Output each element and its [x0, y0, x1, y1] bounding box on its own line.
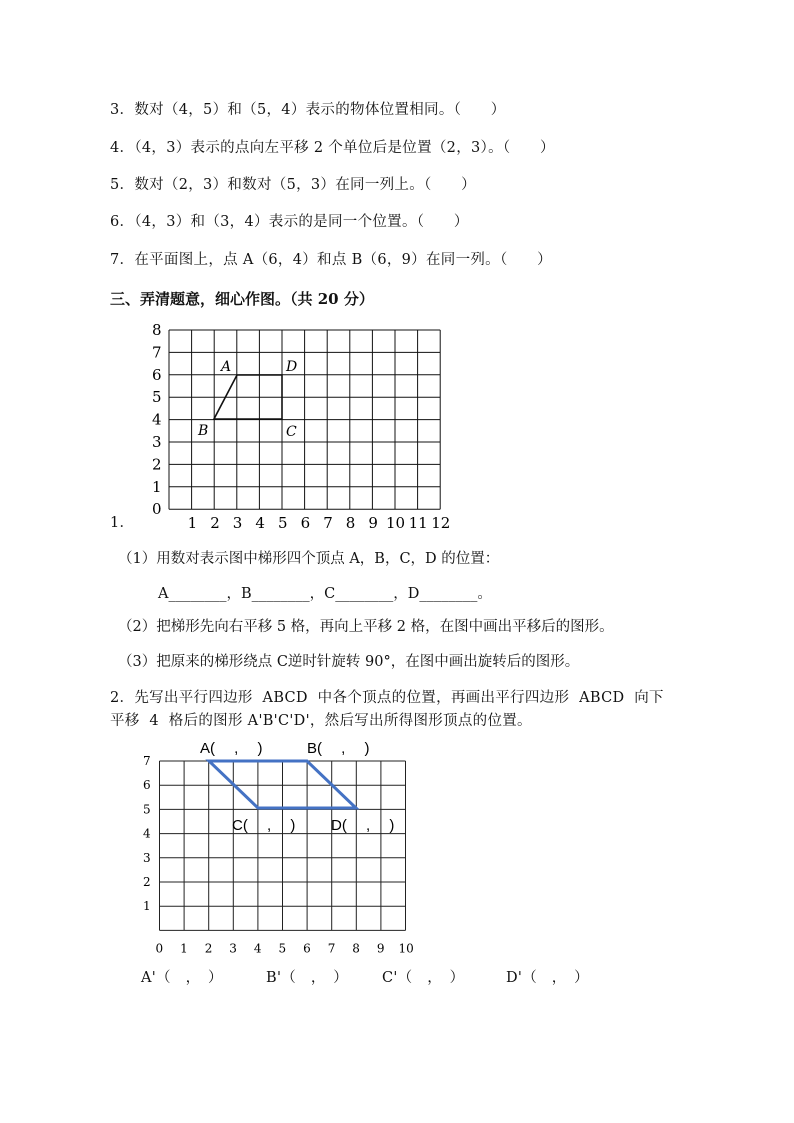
q1-y-tick-label: 5 [152, 388, 162, 407]
q2-line2: 平移 4 格后的图形 A'B'C'D'，然后写出所得图形顶点的位置。 [110, 713, 532, 729]
q1-y-tick-label: 0 [152, 500, 162, 519]
q2-x-tick-label: 3 [229, 941, 237, 956]
q2-label-a: A( , ) [200, 740, 263, 757]
q1-y-tick-label: 1 [152, 477, 162, 496]
answer-d-prime: D'（ ， ） [506, 970, 589, 986]
vertex-label-d: D [286, 359, 298, 375]
q2-y-tick-label: 6 [143, 778, 151, 793]
q1-part2: （2）把梯形先向右平移 5 格，再向上平移 2 格，在图中画出平移后的图形。 [118, 619, 614, 635]
q2-y-tick-label: 2 [143, 875, 151, 889]
judgement-item-6: 6．（4，3）和（3，4）表示的是同一个位置。（ ） [110, 214, 469, 230]
q1-x-tick-label: 7 [323, 514, 333, 533]
q2-label-b: B( , ) [307, 740, 370, 757]
q1-y-tick-label: 4 [152, 410, 162, 429]
q2-y-tick-label: 3 [143, 850, 151, 865]
q1-x-tick-label: 4 [255, 514, 265, 533]
judgement-item-7: 7．在平面图上，点 A（6，4）和点 B（6，9）在同一列。（ ） [110, 252, 552, 268]
section-heading: 三、弄清题意，细心作图。（共 20 分） [110, 290, 374, 308]
q2-grid-figure [135, 735, 435, 960]
q2-x-tick-label: 7 [327, 941, 336, 956]
q2-y-tick-label: 1 [143, 899, 151, 914]
q1-x-tick-label: 6 [300, 514, 311, 533]
q2-label-c: C( , ) [232, 817, 296, 834]
vertex-label-c: C [286, 424, 297, 440]
q1-part3: （3）把原来的梯形绕点 C逆时针旋转 90°，在图中画出旋转后的图形。 [118, 654, 580, 670]
q2-y-tick-label: 4 [143, 826, 151, 841]
vertex-label-a: A [221, 359, 232, 375]
q1-y-tick-label: 3 [152, 433, 162, 451]
q2-label-d: D( , ) [331, 817, 395, 834]
judgement-item-5: 5．数对（2，3）和数对（5，3）在同一列上。（ ） [110, 177, 476, 193]
q1-y-tick-label: 6 [152, 365, 162, 384]
q1-y-tick-label: 2 [152, 455, 162, 474]
q1-x-tick-label: 10 [386, 514, 406, 533]
q1-y-tick-label: 7 [152, 343, 162, 362]
q1-x-tick-label: 8 [345, 514, 356, 533]
q1-y-tick-label: 8 [152, 321, 162, 339]
q2-x-tick-label: 5 [278, 941, 287, 956]
q1-x-tick-label: 12 [431, 514, 451, 533]
q1-x-tick-label: 2 [210, 514, 220, 533]
answer-a-prime: A'（ ， ） [141, 970, 223, 986]
q1-part1: （1）用数对表示图中梯形四个顶点 A，B，C，D 的位置： [118, 551, 500, 567]
q1-number: 1． [110, 515, 135, 531]
q2-y-tick-label: 5 [143, 802, 151, 817]
q2-x-tick-label: 0 [155, 941, 164, 956]
answer-b-prime: B'（ ， ） [266, 970, 348, 986]
judgement-item-3: 3．数对（4，5）和（5，4）表示的物体位置相同。（ ） [110, 102, 506, 118]
q2-x-tick-label: 4 [253, 941, 262, 956]
q1-x-tick-label: 9 [368, 514, 378, 533]
q1-grid-lines [169, 330, 440, 509]
q1-x-tick-label: 1 [187, 514, 198, 533]
q2-x-tick-label: 1 [180, 941, 188, 956]
q1-x-tick-label: 5 [278, 514, 288, 533]
q1-x-tick-label: 3 [232, 514, 243, 533]
q1-grid-figure [140, 318, 460, 533]
q2-grid-lines [160, 761, 406, 930]
vertex-label-b: B [198, 423, 209, 439]
q1-blanks: A________，B________，C________，D________。 [158, 586, 492, 602]
q2-line1: 2．先写出平行四边形 ABCD 中各个顶点的位置，再画出平行四边形 ABCD 向下 [110, 690, 664, 706]
judgement-item-4: 4．（4，3）表示的点向左平移 2 个单位后是位置（2，3）。（ ） [110, 140, 555, 156]
q2-x-tick-label: 6 [303, 941, 311, 956]
q2-x-tick-label: 10 [398, 941, 414, 956]
q1-x-tick-label: 11 [408, 514, 428, 533]
q2-x-tick-label: 2 [204, 941, 213, 956]
answer-c-prime: C'（ ， ） [382, 970, 465, 986]
q2-x-tick-label: 9 [376, 941, 385, 956]
q2-x-tick-label: 8 [352, 941, 360, 956]
q2-y-tick-label: 7 [143, 754, 151, 768]
